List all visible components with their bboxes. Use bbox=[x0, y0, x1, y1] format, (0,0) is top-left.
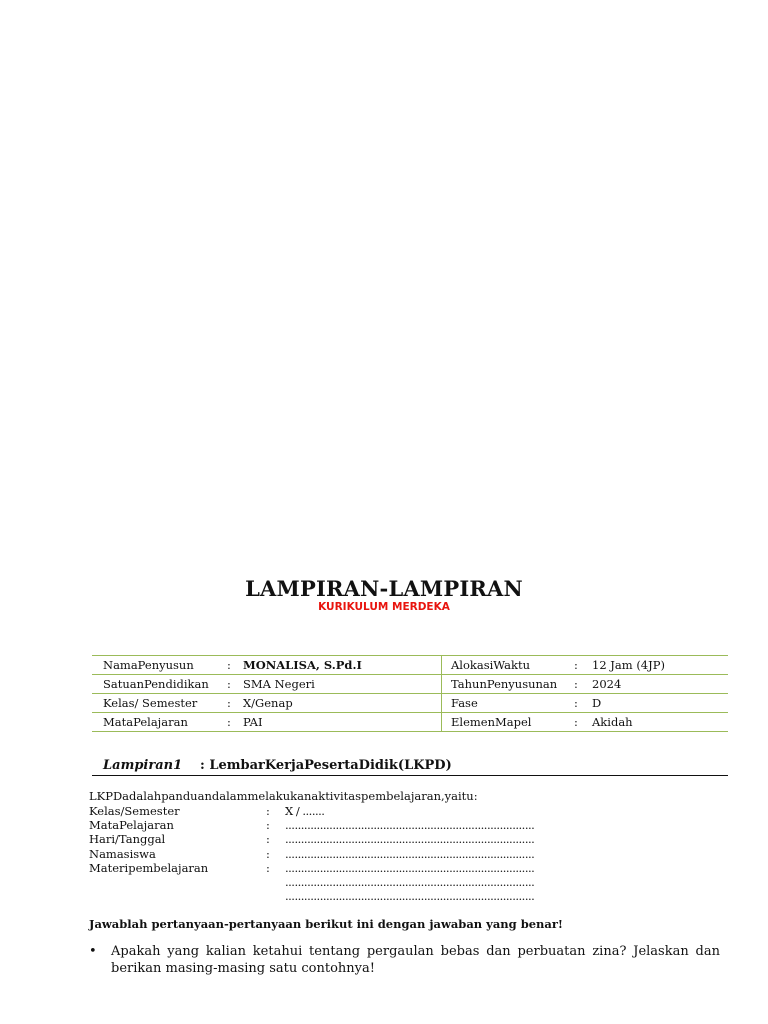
colon: : bbox=[227, 656, 243, 675]
field-label: Kelas/Semester bbox=[89, 804, 180, 818]
value-kelas-semester: X/Genap bbox=[243, 694, 442, 713]
field-colon: : bbox=[266, 860, 270, 875]
lkpd-intro: LKPDadalahpanduandalammelakukanaktivitaspembelajaran,yaitu: bbox=[89, 789, 478, 803]
colon: : bbox=[574, 656, 592, 675]
page-subtitle: KURIKULUM MERDEKA bbox=[318, 601, 450, 613]
field-colon: : bbox=[266, 846, 270, 861]
field-value[interactable]: ............................................................................... bbox=[285, 818, 535, 833]
field-colon: : bbox=[266, 818, 270, 833]
colon: : bbox=[227, 694, 243, 713]
value-fase: D bbox=[592, 694, 728, 713]
field-value[interactable]: ............................................................................... bbox=[285, 874, 535, 889]
page-title: LAMPIRAN-LAMPIRAN bbox=[245, 576, 523, 601]
list-item bbox=[89, 943, 720, 977]
value-nama-penyusun: MONALISA, S.Pd.I bbox=[243, 656, 442, 675]
field-value[interactable]: ............................................................................... bbox=[285, 860, 535, 875]
table-row bbox=[92, 694, 728, 713]
field-value[interactable]: ............................................................................... bbox=[285, 846, 535, 861]
value-satuan-pendidikan: SMA Negeri bbox=[243, 675, 442, 694]
colon: : bbox=[227, 713, 243, 732]
lampiran-name: Lampiran1 bbox=[103, 758, 183, 773]
colon: : bbox=[574, 713, 592, 732]
value-mata-pelajaran: PAI bbox=[243, 713, 442, 732]
label-alokasi-waktu: AlokasiWaktu bbox=[442, 656, 575, 675]
field-label: Namasiswa bbox=[89, 846, 156, 861]
field-value[interactable]: ............................................................................... bbox=[285, 832, 535, 847]
label-fase: Fase bbox=[442, 694, 575, 713]
colon: : bbox=[574, 675, 592, 694]
field-value[interactable]: X / ....... bbox=[285, 804, 325, 818]
label-kelas-semester: Kelas/ Semester bbox=[92, 694, 227, 713]
label-nama-penyusun: NamaPenyusun bbox=[92, 656, 227, 675]
question-text: Apakah yang kalian ketahui tentang pergaulan bebas dan perbuatan zina? Jelaskan dan berikan masing-masing satu contohnya! bbox=[111, 944, 720, 976]
colon: : bbox=[574, 694, 592, 713]
info-table bbox=[92, 655, 728, 732]
field-value[interactable]: ............................................................................... bbox=[285, 889, 535, 904]
value-tahun-penyusunan: 2024 bbox=[592, 675, 728, 694]
label-tahun-penyusunan: TahunPenyusunan bbox=[442, 675, 575, 694]
lampiran-title: : LembarKerjaPesertaDidik(LKPD) bbox=[200, 758, 452, 773]
bullet-icon: • bbox=[89, 944, 97, 959]
colon: : bbox=[227, 675, 243, 694]
field-label: Materipembelajaran bbox=[89, 860, 209, 875]
lampiran-heading bbox=[92, 758, 728, 776]
label-elemen-mapel: ElemenMapel bbox=[442, 713, 575, 732]
table-row bbox=[92, 713, 728, 732]
table-row bbox=[92, 656, 728, 675]
field-label: MataPelajaran bbox=[89, 818, 174, 833]
field-colon: : bbox=[266, 832, 270, 847]
field-label: Hari/Tanggal bbox=[89, 832, 166, 847]
instructions: Jawablah pertanyaan-pertanyaan berikut ini dengan jawaban yang benar! bbox=[89, 917, 563, 931]
value-alokasi-waktu: 12 Jam (4JP) bbox=[592, 656, 728, 675]
table-row bbox=[92, 675, 728, 694]
value-elemen-mapel: Akidah bbox=[592, 713, 728, 732]
label-satuan-pendidikan: SatuanPendidikan bbox=[92, 675, 227, 694]
field-colon: : bbox=[266, 804, 270, 818]
label-mata-pelajaran: MataPelajaran bbox=[92, 713, 227, 732]
